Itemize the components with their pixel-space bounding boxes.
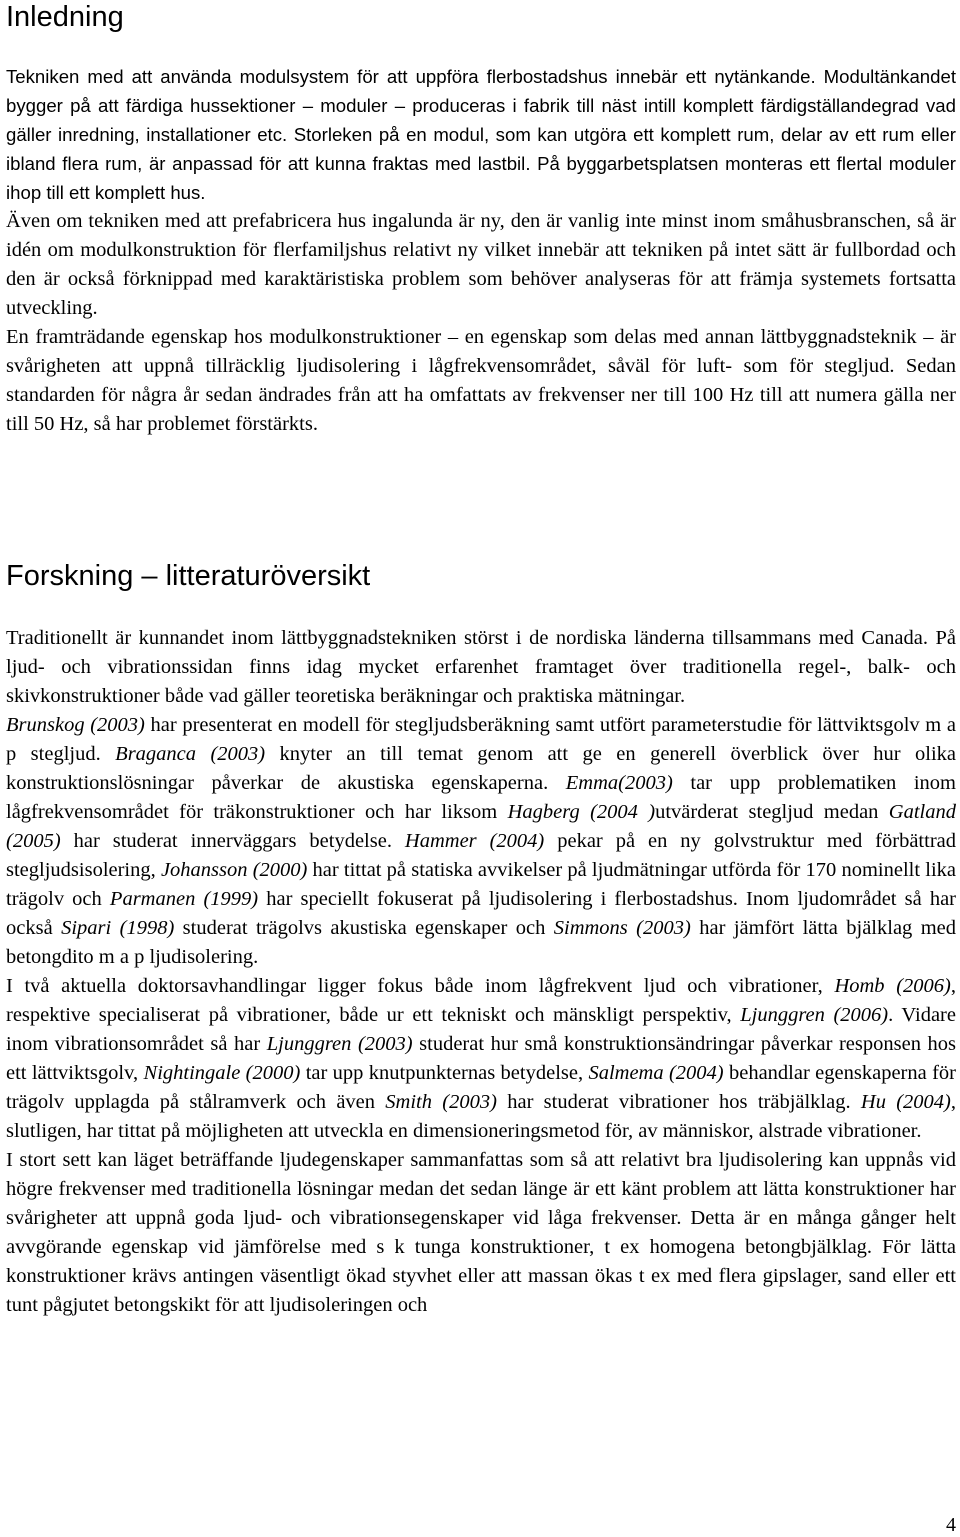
paragraph-text: har jämfört lätta bjälklag med betongdito m a p ljudisolering. — [6, 917, 956, 968]
section-heading-forskning: Forskning – litteraturöversikt — [6, 560, 371, 592]
section-heading-inledning: Inledning — [6, 1, 124, 33]
research-paragraph-2 — [6, 711, 956, 972]
intro-paragraph-1 — [6, 62, 956, 207]
page-number: 4 — [946, 1514, 956, 1536]
research-paragraph-1: Traditionellt är kunnandet inom lättbyggnadstekniken störst i de nordiska länderna tillsammans med Canada. På ljud- och vibrationssidan finns idag mycket erfarenhet framtaget över traditionella regel-, balk- och skivkonstruktioner både vad gäller teoretiska beräkningar och praktiska mätningar. — [6, 627, 956, 707]
intro-text-2: Storleken på en modul, som kan utgöra ett komplett rum, delar av ett rum eller ibland flera rum, är anpassad för att kunna fraktas med lastbil. — [6, 124, 956, 174]
paragraph-text: I två aktuella doktorsavhandlingar ligger fokus både inom lågfrekvent ljud och vibrationer, — [6, 975, 835, 997]
citation: Emma(2003) — [565, 772, 673, 794]
paragraph-text: tar upp problematiken inom lågfrekvensområdet för träkonstruktioner och har liksom — [6, 772, 956, 823]
citation: Simmons (2003) — [553, 917, 691, 939]
citation: Johansson (2000) — [160, 859, 308, 881]
paragraph-text: utvärderat stegljud medan — [655, 801, 889, 823]
citation: Smith (2003) — [385, 1091, 497, 1113]
paragraph-text: knyter an till temat genom att ge en generell överblick över hur olika konstruktionslösningar påverkar de akustiska egenskaperna. — [6, 743, 956, 794]
citation: Ljunggren (2003) — [266, 1033, 413, 1055]
citation: Sipari (1998) — [61, 917, 175, 939]
research-paragraphs — [6, 624, 956, 1320]
paragraph-text: , slutligen, har tittat på möjligheten att utveckla en dimensioneringsmetod för, av människor, alstrade vibrationer. — [6, 1091, 957, 1142]
paragraph-text: har studerat vibrationer hos träbjälklag. — [496, 1091, 861, 1113]
intro-paragraphs — [6, 62, 956, 439]
paragraph-text: har tittat på statiska avvikelser på ljudmätningar utförda för 170 nominellt lika trägolv och — [6, 859, 956, 910]
citation: Salmema (2004) — [588, 1062, 724, 1084]
paragraph-text: studerat trägolvs akustiska egenskaper och — [174, 917, 554, 939]
citation: Gatland (2005) — [6, 801, 956, 852]
paragraph-text: . Vidare inom vibrationsområdet så har — [6, 1004, 956, 1055]
citation: Homb (2006) — [834, 975, 951, 997]
paragraph-text: tar upp knutpunkternas betydelse, — [300, 1062, 589, 1084]
intro-text-3: På byggarbetsplatsen monteras ett flertal moduler ihop till ett komplett hus. — [6, 153, 956, 203]
intro-paragraph-3: En framträdande egenskap hos modulkonstruktioner – en egenskap som delas med annan lättbyggnadsteknik – är svårigheten att uppnå tillräcklig ljudisolering i lågfrekvensområdet, såväl för luft- som för stegljud. Sedan standarden för några år sedan ändrades från att ha omfattats av frekvenser ner till 100 Hz till att numera gälla ner till 50 Hz, så har problemet förstärkts. — [6, 326, 956, 435]
citation: Braganca (2003) — [115, 743, 266, 765]
citation: Brunskog (2003) — [6, 714, 145, 736]
citation: Hammer (2004) — [404, 830, 545, 852]
paragraph-text: har studerat innerväggars betydelse. — [60, 830, 405, 852]
intro-paragraph-2: Även om tekniken med att prefabricera hus ingalunda är ny, den är vanlig inte minst inom småhusbranschen, så är idén om modulkonstruktion för flerfamiljshus relativt ny vilket innebär att tekniken på intet sätt är fullbordad och den är också förknippad med karaktäristiska problem som behöver analyseras för att främja systemets fortsatta utveckling. — [6, 210, 956, 319]
paragraph-text: har presenterat en modell för stegljudsberäkning samt utfört parameterstudie för lättviktsgolv m a p stegljud. — [6, 714, 956, 765]
citation: Parmanen (1999) — [109, 888, 259, 910]
paragraph-text: behandlar egenskaperna för trägolv upplagda på stålramverk och även — [6, 1062, 956, 1113]
paragraph-text: pekar på en ny golvstruktur med förbättrad stegljudsisolering, — [6, 830, 956, 881]
citation: Hu (2004) — [860, 1091, 951, 1113]
research-paragraph-3 — [6, 972, 956, 1146]
paragraph-text: studerat hur små konstruktionsändringar påverkar responsen hos ett lättviktsgolv, — [6, 1033, 956, 1084]
citation: Ljunggren (2006) — [740, 1004, 889, 1026]
citation: Hagberg (2004 ) — [507, 801, 656, 823]
paragraph-text: , respektive specialiserat på vibrationer, både ur ett tekniskt och mänskligt perspektiv, — [6, 975, 956, 1026]
research-paragraph-4: I stort sett kan läget beträffande ljudegenskaper sammanfattas som så att relativt bra ljudisolering kan uppnås vid högre frekvenser med traditionella lösningar medan det sedan länge är ett känt problem att lätta konstruktioner har svårigheter att uppnå goda ljud- och vibrationsegenskaper vid låga frekvenser. Detta är en många gånger helt avvgörande egenskap vid jämförelse med s k tunga konstruktioner, t ex homogena betongbjälklag. För lätta konstruktioner krävs antingen väsentligt ökad styvhet eller att massan ökas t ex med flera gipslager, sand eller ett tunt pågjutet betongskikt för att ljudisoleringen och — [6, 1149, 956, 1316]
citation: Nightingale (2000) — [143, 1062, 301, 1084]
paragraph-text: har speciellt fokuserat på ljudisolering i flerbostadshus. Inom ljudområdet så har också — [6, 888, 956, 939]
intro-text-1: Tekniken med att använda modulsystem för att uppföra flerbostadshus innebär ett nytänkande. Modultänkandet bygger på att färdiga hussektioner – moduler – produceras i fabrik till näst intill komplett färdigställandegrad vad gäller inredning, installationer etc. — [6, 66, 956, 145]
